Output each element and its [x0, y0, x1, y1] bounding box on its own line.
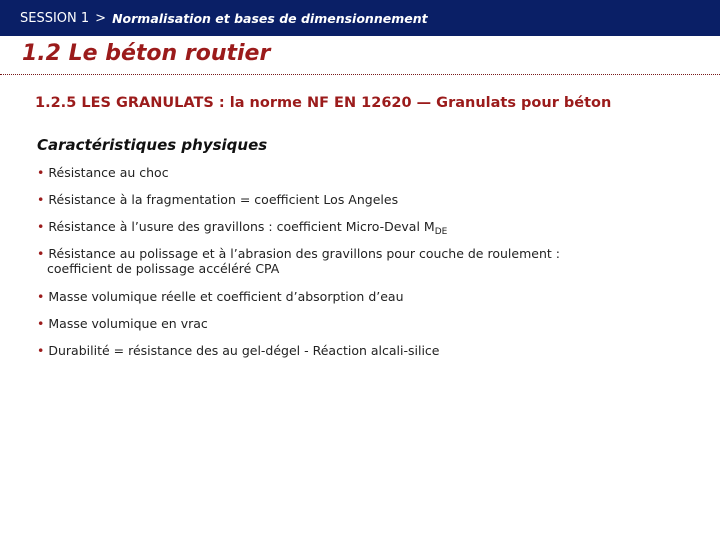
list-item-continuation: coefficient de polissage accéléré CPA [47, 261, 280, 276]
list-item [37, 316, 208, 331]
list-item-text: Résistance au polissage et à l’abrasion des gravillons pour couche de roulement : [48, 246, 560, 261]
header-bar [0, 0, 720, 36]
bullet-icon: • [37, 246, 45, 261]
title-bar [0, 36, 720, 75]
list-item-text: Résistance au choc [48, 165, 169, 180]
list-item-text: Résistance à la fragmentation = coefficient Los Angeles [48, 192, 399, 207]
list-item-text: Masse volumique en vrac [48, 316, 208, 331]
bullet-icon: • [37, 165, 45, 180]
section-heading: 1.2.5 LES GRANULATS : la norme NF EN 12620 — Granulats pour béton [35, 95, 612, 111]
list-item-subscript: DE [434, 227, 448, 237]
bullet-icon: • [37, 192, 45, 207]
list-item [37, 343, 440, 358]
list-item-text: Durabilité = résistance des au gel-dégel - Réaction alcali-silice [48, 343, 440, 358]
list-item [37, 219, 447, 240]
bullet-icon: • [37, 219, 45, 234]
session-label: SESSION 1 [20, 10, 90, 26]
list-item [37, 289, 404, 304]
session-subtitle: Normalisation et bases de dimensionnement [112, 10, 428, 26]
list-item [37, 192, 398, 207]
bullet-icon: • [37, 343, 45, 358]
breadcrumb-separator: > [95, 10, 107, 26]
list-item-text: Résistance à l’usure des gravillons : coefficient Micro-Deval M [48, 219, 435, 234]
list-item-text: Masse volumique réelle et coefficient d’absorption d’eau [48, 289, 404, 304]
list-item [37, 246, 560, 276]
subsection-title: Caractéristiques physiques [37, 136, 268, 154]
list-item [37, 165, 169, 180]
bullet-icon: • [37, 316, 45, 331]
bullet-icon: • [37, 289, 45, 304]
slide-title: 1.2 Le béton routier [22, 41, 271, 66]
